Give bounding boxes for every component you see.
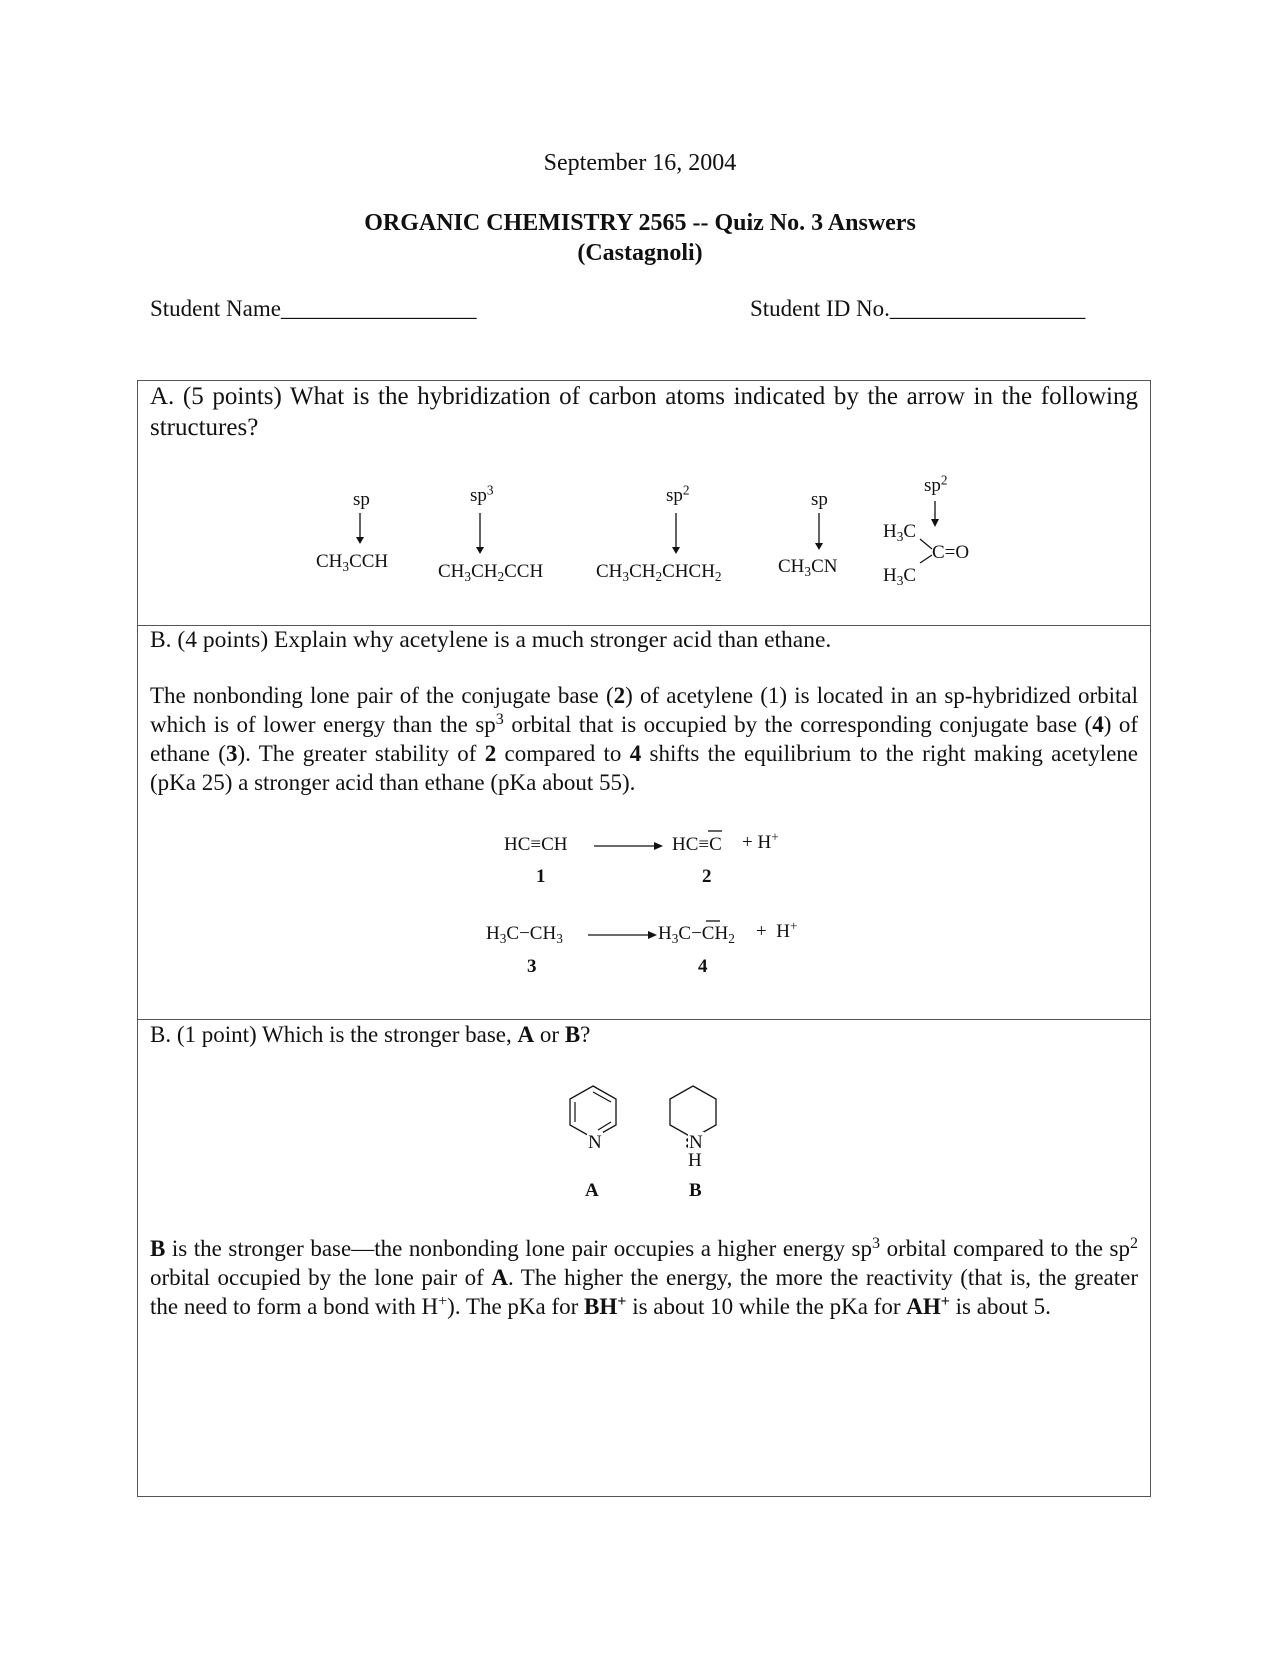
hyb-label-5: $sp^2$ bbox=[924, 472, 948, 496]
acetone-upper-methyl: $H_3C$ bbox=[883, 521, 917, 544]
section-b-box bbox=[137, 625, 1151, 1020]
eq1-product: HC≡C bbox=[672, 834, 722, 855]
student-id-blank: _________________ bbox=[889, 296, 1086, 321]
formula-ch3ch2cch: $CH_3CH_2CCH$ bbox=[438, 561, 544, 584]
hyb-label-4: sp bbox=[811, 489, 828, 510]
section-c-box bbox=[137, 1019, 1151, 1497]
arrow-down-icon bbox=[928, 501, 942, 535]
section-c-question: B. (1 point) Which is the stronger base, A or B? bbox=[150, 1022, 591, 1047]
student-name-blank: _________________ bbox=[280, 296, 477, 321]
piperidine-hydrogen: H bbox=[688, 1150, 702, 1171]
quiz-title bbox=[0, 208, 1280, 268]
eq1-product-label: 2 bbox=[702, 866, 712, 887]
hyb-label-2: $sp^3$ bbox=[470, 482, 494, 506]
section-b-question: B. (4 points) Explain why acetylene is a much stronger acid than ethane. bbox=[150, 627, 832, 653]
reaction-arrow-icon bbox=[588, 929, 658, 941]
student-name-label: Student Name bbox=[150, 296, 281, 321]
title-line-1: ORGANIC CHEMISTRY 2565 -- Quiz No. 3 Answers bbox=[364, 210, 916, 236]
lone-pair-bar bbox=[705, 918, 721, 924]
eq2-product-label: 4 bbox=[698, 956, 708, 977]
eq1-proton: + H+ bbox=[742, 829, 779, 853]
eq2-reactant-label: 3 bbox=[527, 956, 537, 977]
section-b-explanation: The nonbonding lone pair of the conjugate base (2) of acetylene (1) is located in an sp-hybridized orbital which is of lower energy than the $sp^3$ orbital that is occupied by the corresponding conjugate base (4) of ethane (3). The greater stability of 2 compared to 4 shifts the equilibrium to the right making acetylene (pKa 25) a stronger acid than ethane (pKa about 55). bbox=[150, 683, 1138, 795]
acetone-lower-methyl: $H_3C$ bbox=[883, 565, 917, 588]
label-a: A bbox=[585, 1180, 599, 1201]
arrow-down-icon bbox=[353, 513, 367, 545]
arrow-down-icon bbox=[669, 513, 683, 555]
eq2-reactant: $H_3C-CH_3$ bbox=[486, 923, 563, 946]
arrow-down-icon bbox=[812, 513, 826, 551]
eq2-proton: + H+ bbox=[756, 918, 798, 942]
section-a-question: A. (5 points) What is the hybridization of carbon atoms indicated by the arrow in the following structures? bbox=[150, 383, 1138, 441]
reaction-arrow-icon bbox=[594, 840, 664, 852]
student-name-field bbox=[150, 296, 476, 322]
pyridine-nitrogen: N bbox=[588, 1132, 602, 1153]
section-c-answer: B is the stronger base—the nonbonding lone pair occupies a higher energy $sp^3$ orbital compared to the $sp^2$ orbital occupied by the lone pair of A. The higher the energy, the more the reactivity (that is, the greater the need to form a bond with H+). The pKa for BH+ is about 10 while the pKa for AH+ is about 5. bbox=[150, 1234, 1139, 1319]
formula-ch3ch2chch2: $CH_3CH_2CHCH_2$ bbox=[596, 561, 722, 584]
hyb-label-3: $sp^2$ bbox=[666, 482, 690, 506]
quiz-date: September 16, 2004 bbox=[543, 150, 737, 176]
lone-pair-bar bbox=[707, 828, 723, 834]
acetone-carbonyl: C=O bbox=[932, 542, 970, 563]
eq1-reactant: HC≡CH bbox=[504, 834, 568, 855]
piperidine-nitrogen: N bbox=[689, 1132, 703, 1153]
eq2-product: $H_3C-CH_2$ bbox=[658, 923, 735, 946]
formula-ch3cch: $CH_3CCH$ bbox=[316, 551, 389, 574]
student-id-label: Student ID No. bbox=[750, 296, 890, 321]
formula-ch3cn: $CH_3CN$ bbox=[778, 556, 838, 579]
title-line-2: (Castagnoli) bbox=[577, 240, 703, 266]
student-id-field bbox=[750, 296, 1085, 322]
section-a-box bbox=[137, 380, 1151, 626]
eq1-reactant-label: 1 bbox=[536, 866, 546, 887]
label-b: B bbox=[689, 1180, 702, 1201]
hyb-label-1: sp bbox=[353, 489, 370, 510]
arrow-down-icon bbox=[473, 513, 487, 555]
